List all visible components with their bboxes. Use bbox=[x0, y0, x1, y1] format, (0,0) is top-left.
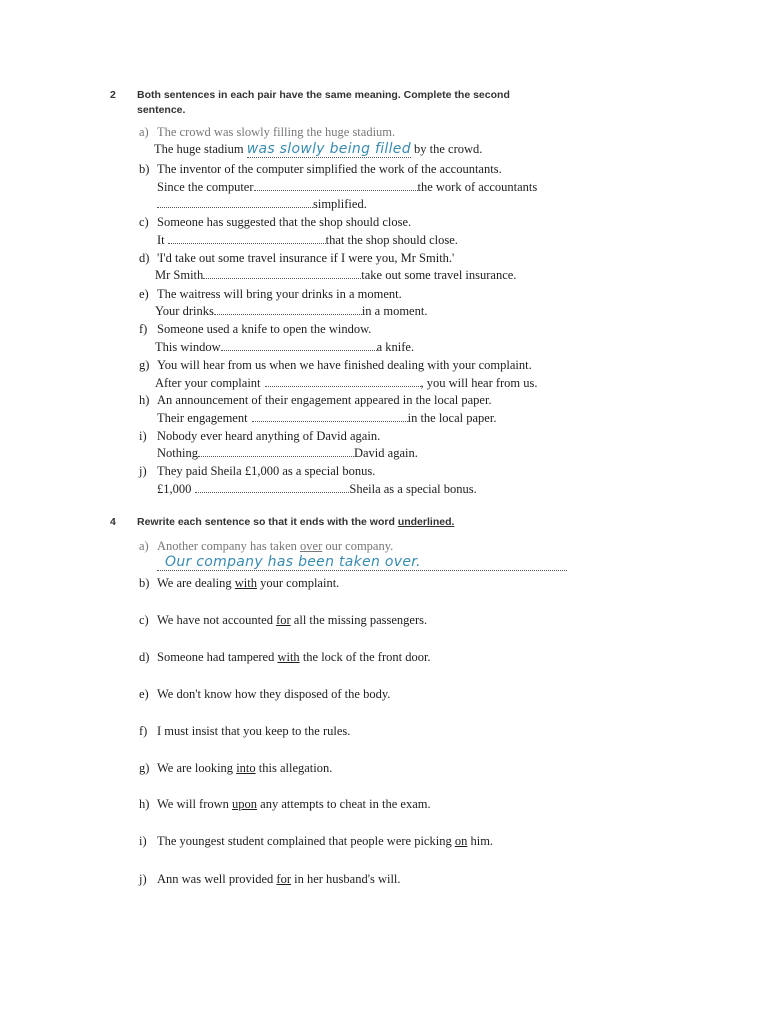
answer-blank[interactable] bbox=[252, 411, 408, 422]
answer-blank[interactable] bbox=[214, 304, 362, 315]
q2-item-b-rewrite: Since the computer the work of accountants bbox=[157, 180, 538, 194]
q2-item-a-rewrite: The huge stadium was slowly being filled by the crowd. bbox=[154, 141, 483, 157]
q2-item-j-sentence: j) They paid Sheila £1,000 as a special bonus. bbox=[139, 464, 376, 478]
q4-item-i-sentence: i) The youngest student complained that people were picking on him. bbox=[139, 834, 494, 848]
q4-item-a-sentence: a) Another company has taken over our company. bbox=[139, 539, 394, 553]
q2-item-a-answer: was slowly being filled bbox=[246, 141, 411, 157]
exercise-4-number: 4 bbox=[110, 516, 116, 528]
q2-item-c-rewrite: It that the shop should close. bbox=[157, 233, 458, 247]
q2-item-h-rewrite: Their engagement in the local paper. bbox=[157, 411, 497, 425]
answer-blank[interactable] bbox=[254, 180, 418, 191]
exercise-2-number: 2 bbox=[110, 89, 116, 101]
exercise-2-instruction: Both sentences in each pair have the same meaning. Complete the second sentence. bbox=[137, 89, 510, 116]
answer-blank[interactable] bbox=[168, 233, 326, 244]
q4-item-a-answer-line bbox=[157, 555, 567, 571]
exercise-4-instruction: Rewrite each sentence so that it ends with the word underlined. bbox=[137, 516, 455, 528]
q4-item-b-sentence: b) We are dealing with your complaint. bbox=[139, 576, 340, 590]
q2-item-d-rewrite: Mr Smith take out some travel insurance. bbox=[155, 268, 517, 282]
q2-item-e-sentence: e) The waitress will bring your drinks in a moment. bbox=[139, 287, 402, 301]
answer-blank[interactable] bbox=[198, 446, 354, 457]
q4-item-h-sentence: h) We will frown upon any attempts to cheat in the exam. bbox=[139, 797, 431, 811]
answer-blank[interactable] bbox=[265, 376, 421, 387]
q4-item-c-sentence: c) We have not accounted for all the missing passengers. bbox=[139, 613, 428, 627]
q2-item-b-rewrite-cont: simplified. bbox=[157, 197, 367, 212]
q2-item-f-sentence: f) Someone used a knife to open the window. bbox=[139, 322, 372, 336]
q2-item-g-rewrite: After your complaint , you will hear from us. bbox=[155, 376, 538, 390]
q4-item-j-sentence: j) Ann was well provided for in her husband's will. bbox=[139, 872, 401, 886]
q2-item-c-sentence: c) Someone has suggested that the shop should close. bbox=[139, 215, 412, 229]
q2-item-i-rewrite: Nothing David again. bbox=[157, 446, 418, 460]
q2-item-b-sentence: b) The inventor of the computer simplified the work of the accountants. bbox=[139, 162, 502, 176]
q4-item-f-sentence: f) I must insist that you keep to the rules. bbox=[139, 724, 351, 738]
q2-item-f-rewrite: This window a knife. bbox=[155, 340, 415, 354]
q2-item-h-sentence: h) An announcement of their engagement appeared in the local paper. bbox=[139, 393, 492, 407]
answer-blank[interactable] bbox=[195, 482, 349, 493]
q2-item-d-sentence: d) 'I'd take out some travel insurance if I were you, Mr Smith.' bbox=[139, 251, 455, 265]
answer-blank[interactable] bbox=[221, 340, 377, 351]
q4-item-g-sentence: g) We are looking into this allegation. bbox=[139, 761, 333, 775]
answer-blank[interactable] bbox=[203, 268, 361, 279]
q4-item-a-answer: Our company has been taken over. bbox=[165, 554, 421, 570]
answer-blank[interactable] bbox=[157, 197, 313, 208]
q4-item-e-sentence: e) We don't know how they disposed of the body. bbox=[139, 687, 391, 701]
q2-item-a-sentence: a) The crowd was slowly filling the huge stadium. bbox=[139, 125, 396, 139]
q2-item-g-sentence: g) You will hear from us when we have finished dealing with your complaint. bbox=[139, 358, 532, 372]
q2-item-e-rewrite: Your drinks in a moment. bbox=[155, 304, 428, 318]
q2-item-j-rewrite: £1,000 Sheila as a special bonus. bbox=[157, 482, 477, 496]
q4-item-d-sentence: d) Someone had tampered with the lock of the front door. bbox=[139, 650, 431, 664]
q2-item-i-sentence: i) Nobody ever heard anything of David again. bbox=[139, 429, 381, 443]
